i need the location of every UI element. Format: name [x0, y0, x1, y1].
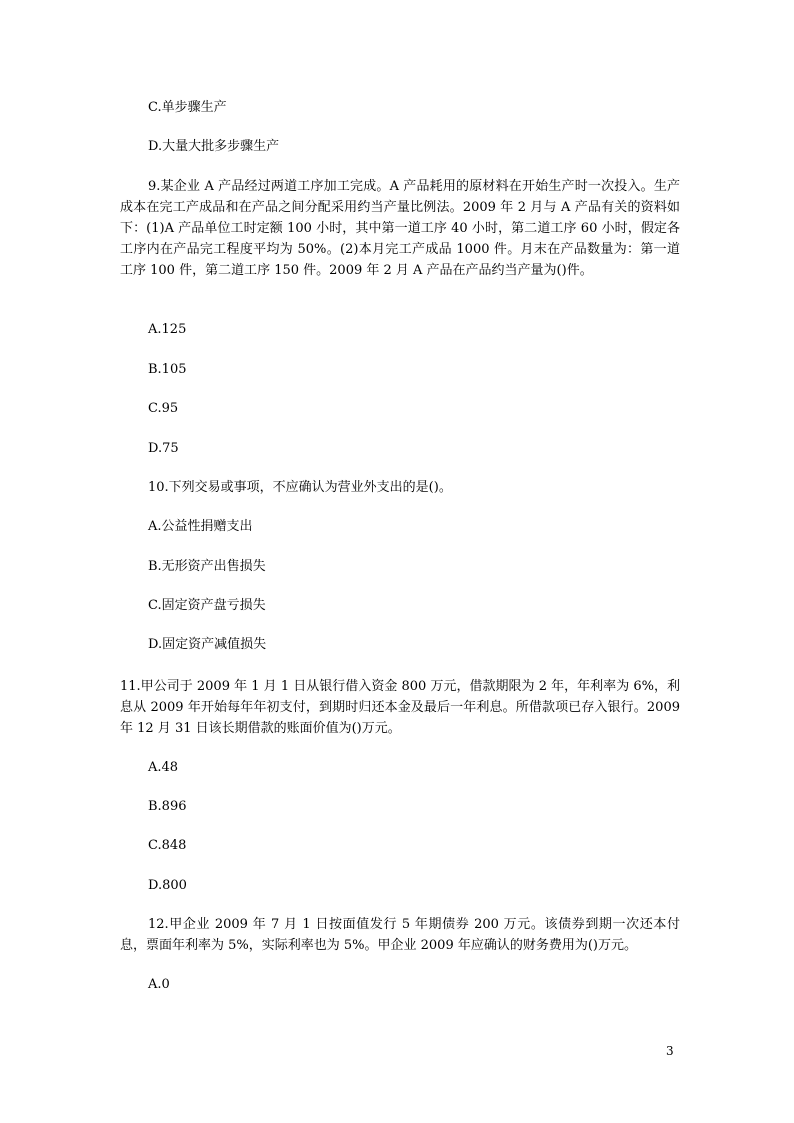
q11-stem: 11.甲公司于 2009 年 1 月 1 日从银行借入资金 800 万元，借款期限为 2 年，年利率为 6%，利息从 2009 年开始每年年初支付，到期时归还本金及最后一年利息。所借款项已存入银行。2009 年 12 月 31 日该长期借款的账面价值为()万元。	[120, 679, 680, 736]
q10-option-c: C.固定资产盘亏损失	[148, 598, 266, 613]
q11-option-d: D.800	[148, 878, 187, 893]
q9-option-a: A.125	[148, 322, 187, 337]
q11-option-c: C.848	[148, 838, 187, 853]
q11-option-b: B.896	[148, 799, 187, 814]
q10-option-d: D.固定资产减值损失	[148, 637, 267, 652]
q11-option-a: A.48	[148, 760, 179, 775]
q8-option-d: D.大量大批多步骤生产	[148, 139, 280, 154]
q8-option-c: C.单步骤生产	[148, 100, 227, 115]
q9-option-d: D.75	[148, 441, 179, 456]
q12-stem: 12.甲企业 2009 年 7 月 1 日按面值发行 5 年期债券 200 万元。该债券到期一次还本付息，票面年利率为 5%，实际利率也为 5%。甲企业 2009 年应确认的财务费用为()万元。	[120, 917, 680, 953]
q10-stem: 10.下列交易或事项，不应确认为营业外支出的是()。	[148, 480, 452, 495]
page-number: 3	[666, 1044, 674, 1058]
q9-option-b: B.105	[148, 362, 187, 377]
q10-option-a: A.公益性捐赠支出	[148, 519, 253, 534]
q10-option-b: B.无形资产出售损失	[148, 559, 266, 574]
q9-option-c: C.95	[148, 401, 179, 416]
q9-stem: 9.某企业 A 产品经过两道工序加工完成。A 产品耗用的原材料在开始生产时一次投入。生产成本在完工产成品和在产品之间分配采用约当产量比例法。2009 年 2 月与 A 产品有关的资料如下：(1)A 产品单位工时定额 100 小时，其中第一道工序 40 小时，第二道工序 60 小时，假定各工序内在产品完工程度平均为 50%。(2)本月完工产成品 1000 件。月末在产品数量为：第一道工序 100 件，第二道工序 150 件。2009 年 2 月 A 产品在产品约当产量为()件。	[120, 179, 680, 278]
q12-option-a: A.0	[148, 977, 170, 992]
